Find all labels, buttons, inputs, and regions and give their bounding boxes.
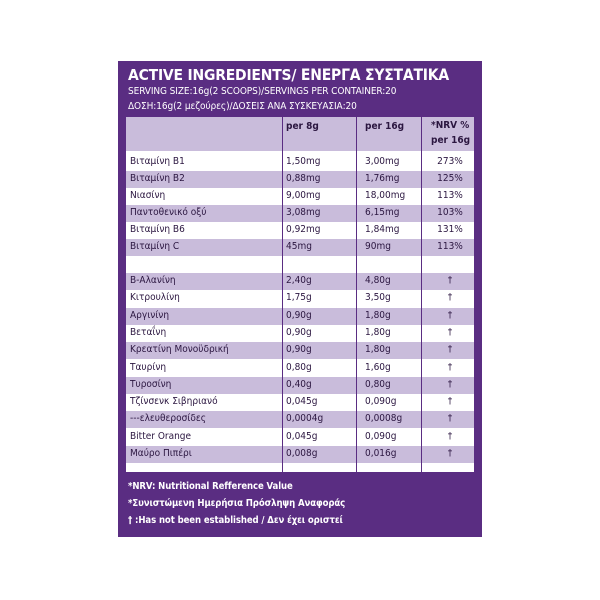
- amount-per-16g: 1,80g: [365, 326, 391, 338]
- amount-per-16g: 0,0008g: [365, 413, 403, 425]
- ingredients-table: [126, 117, 474, 472]
- header-per-8g: per 8g: [286, 121, 319, 132]
- dagger-footnote: † :Has not been established / Δεν έχει οριστεί: [128, 515, 343, 526]
- amount-per-16g: 0,016g: [365, 448, 397, 459]
- ingredient-name: ---ελευθεροσίδες: [130, 413, 206, 425]
- nrv-value: 131%: [437, 224, 463, 235]
- nrv-value: †: [447, 448, 453, 459]
- amount-per-8g: 1,75g: [286, 292, 312, 304]
- ingredient-name: Αργινίνη: [130, 309, 170, 321]
- nrv-footnote-greek: *Συνιστώμενη Ημερήσια Πρόσληψη Αναφοράς: [128, 498, 346, 509]
- amount-per-16g: 1,80g: [365, 344, 391, 356]
- nrv-value: 103%: [437, 207, 463, 218]
- amount-per-16g: 0,090g: [365, 396, 397, 408]
- ingredient-name: Νιασίνη: [130, 190, 166, 201]
- ingredient-name: Τζίνσενκ Σιβηριανό: [130, 396, 218, 408]
- amount-per-16g: 3,00mg: [365, 156, 400, 167]
- amount-per-16g: 1,60g: [365, 361, 391, 373]
- ingredient-name: Βεταΐνη: [130, 326, 167, 338]
- nrv-value: †: [447, 378, 453, 390]
- amount-per-16g: 90mg: [365, 241, 391, 252]
- amount-per-8g: 0,90g: [286, 309, 312, 321]
- nrv-value: 113%: [437, 190, 463, 201]
- nrv-value: †: [447, 309, 453, 321]
- ingredient-name: Βιταμίνη Β6: [130, 224, 185, 235]
- amount-per-16g: 18,00mg: [365, 190, 406, 201]
- amount-per-16g: 1,84mg: [365, 224, 400, 235]
- panel-title: ACTIVE INGREDIENTS/ ΕΝΕΡΓΑ ΣΥΣΤΑΤΙΚΑ: [128, 66, 449, 84]
- ingredient-name: Βιταμίνη Β2: [130, 173, 185, 184]
- amount-per-8g: 0,0004g: [286, 413, 324, 425]
- nrv-value: 125%: [437, 173, 463, 184]
- amount-per-8g: 2,40g: [286, 275, 312, 286]
- nrv-value: †: [447, 292, 453, 304]
- ingredient-name: Παντοθενικό οξύ: [130, 207, 207, 218]
- column-divider: [356, 117, 357, 472]
- amount-per-8g: 9,00mg: [286, 190, 321, 201]
- ingredient-name: Τυροσίνη: [130, 378, 172, 390]
- nrv-value: †: [447, 275, 453, 286]
- nrv-value: †: [447, 396, 453, 408]
- amount-per-16g: 0,090g: [365, 430, 397, 442]
- header-per-16g: per 16g: [365, 121, 405, 132]
- amount-per-8g: 0,90g: [286, 344, 312, 356]
- amount-per-16g: 6,15mg: [365, 207, 400, 218]
- amount-per-16g: 1,80g: [365, 309, 391, 321]
- ingredient-name: Ταυρίνη: [130, 361, 167, 373]
- ingredient-name: Bitter Orange: [130, 430, 192, 442]
- serving-size-greek: ΔΟΣΗ:16g(2 μεζούρες)/ΔΟΣΕΙΣ ΑΝΑ ΣΥΣΚΕΥΑΣΙΑ:20: [128, 101, 357, 112]
- nrv-value: †: [447, 413, 453, 425]
- amount-per-16g: 0,80g: [365, 378, 391, 390]
- amount-per-16g: 3,50g: [365, 292, 391, 304]
- ingredient-name: Κιτρουλίνη: [130, 292, 180, 304]
- nrv-value: 273%: [437, 156, 463, 167]
- amount-per-8g: 0,40g: [286, 378, 312, 390]
- nrv-value: †: [447, 326, 453, 338]
- column-divider: [282, 117, 283, 472]
- amount-per-8g: 3,08mg: [286, 207, 321, 218]
- ingredient-name: Β-Αλανίνη: [130, 275, 176, 286]
- nrv-value: †: [447, 344, 453, 356]
- amount-per-8g: 0,80g: [286, 361, 312, 373]
- nrv-value: †: [447, 430, 453, 442]
- amount-per-8g: 0,008g: [286, 448, 318, 459]
- amount-per-8g: 0,92mg: [286, 224, 321, 235]
- ingredient-name: Βιταμίνη C: [130, 241, 180, 252]
- ingredient-name: Κρεατίνη Μονοϋδρική: [130, 344, 229, 356]
- header-nrv-per-16g: per 16g: [431, 135, 471, 146]
- amount-per-8g: 0,045g: [286, 430, 318, 442]
- amount-per-8g: 1,50mg: [286, 156, 321, 167]
- ingredient-name: Μαύρο Πιπέρι: [130, 448, 192, 459]
- amount-per-8g: 45mg: [286, 241, 312, 252]
- amount-per-16g: 4,80g: [365, 275, 391, 286]
- column-divider: [421, 117, 422, 472]
- ingredients-panel: [118, 61, 482, 537]
- nrv-value: 113%: [437, 241, 463, 252]
- amount-per-8g: 0,88mg: [286, 173, 321, 184]
- nrv-footnote: *NRV: Nutritional Refference Value: [128, 481, 293, 492]
- header-nrv: *NRV %: [431, 120, 470, 131]
- amount-per-8g: 0,90g: [286, 326, 312, 338]
- serving-size-english: SERVING SIZE:16g(2 SCOOPS)/SERVINGS PER CONTAINER:20: [128, 86, 397, 97]
- amount-per-8g: 0,045g: [286, 396, 318, 408]
- amount-per-16g: 1,76mg: [365, 173, 400, 184]
- nrv-value: †: [447, 361, 453, 373]
- ingredient-name: Βιταμίνη Β1: [130, 156, 185, 167]
